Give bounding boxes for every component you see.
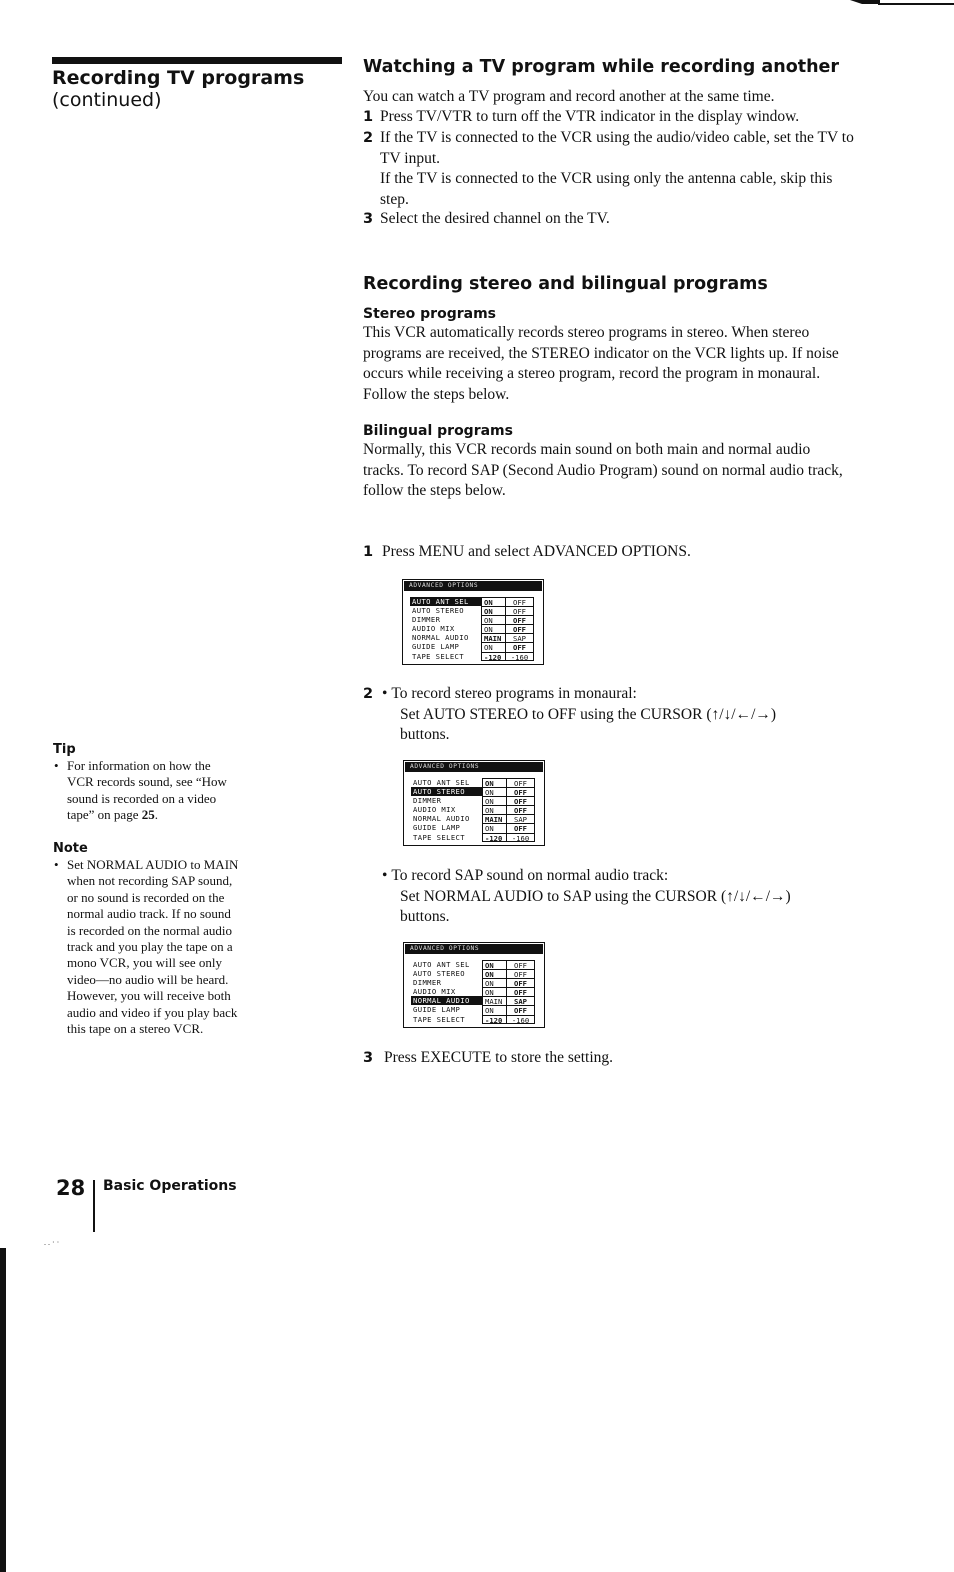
- stereo-step-2-bullet-b: • To record SAP sound on normal audio track: Set NORMAL AUDIO to SAP using the CURSOR (↑/↓/←/→) buttons.: [382, 867, 791, 925]
- page-number: 28: [56, 1176, 86, 1200]
- page-section-subtitle: (continued): [52, 89, 162, 111]
- advanced-options-screen-2: ADVANCED OPTIONS AUTO ANT SEL ON OFF AUTO STEREO ON OFF DIMMER ON OFF AUDIO MIX ON OFF NORMAL AUDIO MAIN SAP GUIDE LAMP ON OFF TAPE SELECT -120 -160: [403, 760, 545, 846]
- menu-title: ADVANCED OPTIONS: [405, 762, 543, 772]
- watching-step-3: 3 Select the desired channel on the TV.: [363, 210, 610, 227]
- footer-divider: [93, 1180, 95, 1232]
- bullet-icon: •: [382, 685, 392, 702]
- menu-title: ADVANCED OPTIONS: [404, 581, 542, 591]
- watching-step-1: 1 Press TV/VTR to turn off the VTR indicator in the display window.: [363, 108, 800, 125]
- stereo-step-1: 1 Press MENU and select ADVANCED OPTIONS.: [363, 543, 691, 560]
- advanced-options-screen-3: ADVANCED OPTIONS AUTO ANT SEL ON OFF AUTO STEREO ON OFF DIMMER ON OFF AUDIO MIX ON OFF NORMAL AUDIO MAIN SAP GUIDE LAMP ON OFF TAPE SELECT -120 -160: [403, 942, 545, 1028]
- corner-crop-mark: [850, 0, 954, 6]
- stereo-programs-text: This VCR automatically records stereo programs in stereo. When stereo programs are received, the STEREO indicator on the VCR lights up. If noise occurs while receiving a stereo program, record the program in monaural. Follow the steps below.: [363, 324, 839, 403]
- note-box: [53, 841, 239, 1037]
- stereo-bilingual-heading: Recording stereo and bilingual programs: [363, 274, 768, 294]
- stereo-step-3: 3 Press EXECUTE to store the setting.: [363, 1049, 614, 1066]
- watching-heading: Watching a TV program while recording another: [363, 57, 840, 77]
- note-text: • Set NORMAL AUDIO to MAIN when not recording SAP sound, or no sound is recorded on the normal audio track. If no sound is recorded on the normal audio track and you play the tape on a mono VCR, you will see only video—no audio will be heard. However, you will receive both audio and video if you play back this tape on a stereo VCR.: [53, 857, 239, 1037]
- menu-title: ADVANCED OPTIONS: [405, 944, 543, 954]
- scan-specks: . . · ·: [44, 1238, 60, 1247]
- tip-heading: Tip: [53, 742, 76, 757]
- tip-text: • For information on how the VCR records sound, see “How sound is recorded on a video tape” on page 25.: [53, 758, 238, 824]
- bilingual-programs-text: Normally, this VCR records main sound on both main and normal audio tracks. To record SAP (Second Audio Program) sound on normal audio track, follow the steps below.: [363, 441, 843, 499]
- bilingual-programs-heading: Bilingual programs: [363, 423, 513, 439]
- advanced-options-screen-1: ADVANCED OPTIONS AUTO ANT SEL ON OFF AUTO STEREO ON OFF DIMMER ON OFF AUDIO MIX ON OFF NORMAL AUDIO MAIN SAP GUIDE LAMP ON OFF TAPE SELECT -120 -160: [402, 579, 544, 665]
- tip-box: [53, 742, 238, 824]
- stereo-step-2: 2 • To record stereo programs in monaural: Set AUTO STEREO to OFF using the CURSOR (↑/↓/←/→) buttons.: [363, 685, 777, 743]
- page-reference: 25: [141, 807, 155, 823]
- page-section-title: Recording TV programs: [52, 67, 305, 89]
- footer-section-label: Basic Operations: [103, 1178, 237, 1194]
- section-rule: [52, 57, 342, 64]
- watching-step-2: 2 If the TV is connected to the VCR using the audio/video cable, set the TV to TV input. If the TV is connected to the VCR using only the antenna cable, skip this step.: [363, 129, 854, 208]
- watching-intro: You can watch a TV program and record another at the same time.: [363, 88, 775, 105]
- scan-edge-shadow: [0, 1248, 6, 1572]
- note-heading: Note: [53, 841, 88, 856]
- stereo-programs-heading: Stereo programs: [363, 306, 496, 322]
- bullet-icon: •: [382, 867, 392, 884]
